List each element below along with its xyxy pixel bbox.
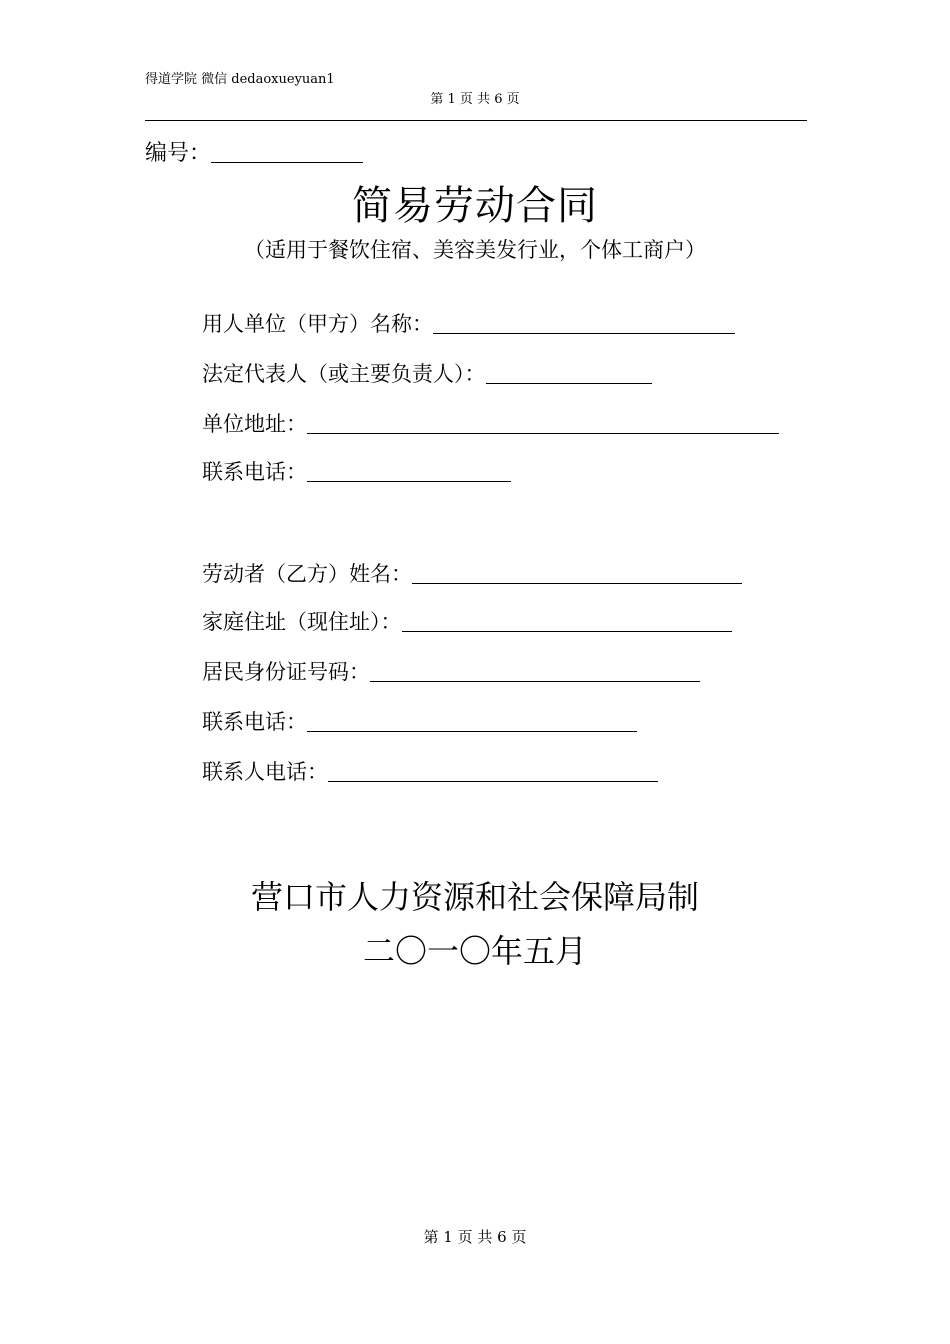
- issue-date: 二〇一〇年五月: [362, 932, 587, 970]
- employee-name-blank[interactable]: [412, 559, 742, 584]
- employee-id-label: 居民身份证号码：: [202, 660, 370, 684]
- employee-id-blank[interactable]: [370, 657, 700, 682]
- employer-address-field: [202, 408, 779, 438]
- document-title: 简易劳动合同: [352, 183, 598, 229]
- employee-contact-phone-field: [202, 756, 658, 786]
- employer-phone-field: [202, 456, 511, 486]
- watermark-text: 得道学院 微信 dedaoxueyuan1: [145, 72, 335, 87]
- employee-phone-label: 联系电话：: [202, 710, 307, 734]
- employee-contact-phone-blank[interactable]: [328, 757, 658, 782]
- employee-address-blank[interactable]: [402, 607, 732, 632]
- employer-phone-blank[interactable]: [307, 457, 511, 482]
- employer-address-label: 单位地址：: [202, 412, 307, 436]
- employer-address-blank[interactable]: [307, 409, 779, 434]
- employee-name-label: 劳动者（乙方）姓名：: [202, 562, 412, 586]
- employer-name-label: 用人单位（甲方）名称：: [202, 312, 433, 336]
- header-divider: [145, 120, 807, 121]
- employer-rep-field: [202, 358, 652, 388]
- employee-address-field: [202, 606, 732, 636]
- employer-name-blank[interactable]: [433, 309, 735, 334]
- employee-contact-phone-label: 联系人电话：: [202, 760, 328, 784]
- document-subtitle: （适用于餐饮住宿、美容美发行业，个体工商户）: [244, 238, 706, 262]
- employer-rep-label: 法定代表人（或主要负责人）：: [202, 362, 486, 386]
- serial-number-blank[interactable]: [211, 140, 363, 163]
- employee-phone-blank[interactable]: [307, 707, 637, 732]
- employee-name-field: [202, 558, 742, 588]
- page-indicator-top: 第 1 页 共 6 页: [430, 92, 520, 107]
- employee-id-field: [202, 656, 700, 686]
- employee-phone-field: [202, 706, 637, 736]
- employer-name-field: [202, 308, 735, 338]
- serial-number-label: 编号：: [145, 141, 212, 166]
- page-indicator-bottom: 第 1 页 共 6 页: [423, 1228, 527, 1246]
- serial-number-field: [145, 136, 363, 167]
- issuer-text: 营口市人力资源和社会保障局制: [250, 878, 699, 916]
- employer-phone-label: 联系电话：: [202, 460, 307, 484]
- employer-rep-blank[interactable]: [486, 359, 652, 384]
- employee-address-label: 家庭住址（现住址）：: [202, 610, 402, 634]
